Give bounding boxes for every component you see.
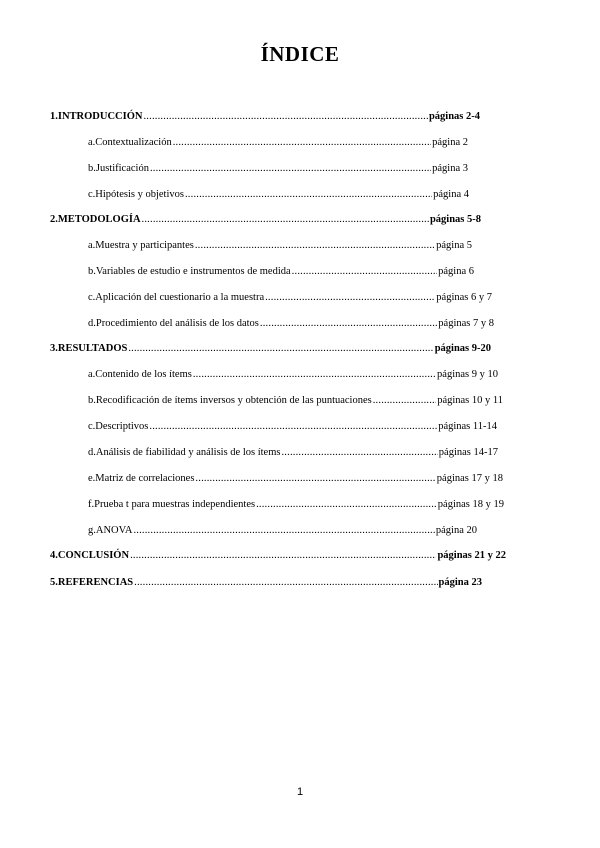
dot-leader xyxy=(128,342,433,356)
dot-leader xyxy=(130,549,436,563)
toc-page: páginas 18 y 19 xyxy=(437,499,504,510)
toc-label: Prueba t para muestras independientes xyxy=(94,499,256,510)
dot-leader xyxy=(193,368,436,382)
toc-number: a. xyxy=(88,369,96,380)
dot-leader xyxy=(173,136,431,150)
toc-number: g. xyxy=(88,525,96,536)
toc-page: página 23 xyxy=(438,577,482,588)
toc-page: páginas 9 y 10 xyxy=(437,369,498,380)
dot-leader xyxy=(281,446,437,460)
toc-label: Variables de estudio e instrumentos de medida xyxy=(95,266,291,277)
toc-label: Contenido de los ítems xyxy=(95,369,192,380)
toc-number: 3. xyxy=(50,343,58,354)
toc-number: c. xyxy=(88,292,96,303)
toc-entry-contextualizacion[interactable] xyxy=(88,136,468,150)
toc-page: páginas 6 y 7 xyxy=(436,292,492,303)
toc-page: página 6 xyxy=(438,266,474,277)
dot-leader xyxy=(373,394,436,408)
toc-page: página 4 xyxy=(433,189,469,200)
dot-leader xyxy=(134,576,437,590)
toc-page: páginas 17 y 18 xyxy=(436,473,503,484)
toc-page: página 3 xyxy=(432,163,468,174)
toc-label: Aplicación del cuestionario a la muestra xyxy=(95,292,265,303)
toc-page: páginas 21 y 22 xyxy=(437,550,506,561)
dot-leader xyxy=(265,291,435,305)
toc-label: Descriptivos xyxy=(95,421,149,432)
toc-entry-fiabilidad[interactable] xyxy=(88,446,498,460)
toc-label: Hipótesis y objetivos xyxy=(95,189,184,200)
toc-page: página 2 xyxy=(432,137,468,148)
toc-number: d. xyxy=(88,447,96,458)
toc-number: a. xyxy=(88,137,96,148)
dot-leader xyxy=(133,524,434,538)
toc-entry-introduccion[interactable] xyxy=(50,110,480,124)
toc-label: ANOVA xyxy=(95,525,133,536)
toc-entry-justificacion[interactable] xyxy=(88,162,468,176)
toc-page: página 20 xyxy=(435,525,477,536)
toc-entry-muestra[interactable] xyxy=(88,239,472,253)
toc-page: páginas 11-14 xyxy=(438,421,497,432)
toc-number: e. xyxy=(88,473,96,484)
toc-page: páginas 7 y 8 xyxy=(438,318,494,329)
toc-entry-resultados[interactable] xyxy=(50,342,491,356)
toc-label: Justificación xyxy=(95,163,149,174)
toc-number: c. xyxy=(88,421,96,432)
toc-label: Procedimiento del análisis de los datos xyxy=(95,318,259,329)
toc-entry-referencias[interactable] xyxy=(50,576,482,590)
toc-label: Contextualización xyxy=(95,137,172,148)
page-title: ÍNDICE xyxy=(260,42,340,66)
toc-number: 1. xyxy=(50,111,58,122)
dot-leader xyxy=(195,239,435,253)
dot-leader xyxy=(143,110,427,124)
toc-page: páginas 2-4 xyxy=(428,111,480,122)
toc-number: a. xyxy=(88,240,96,251)
toc-page: páginas 5-8 xyxy=(429,214,481,225)
dot-leader xyxy=(195,472,435,486)
toc-entry-recodificacion[interactable] xyxy=(88,394,503,408)
toc-number: 5. xyxy=(50,577,58,588)
dot-leader xyxy=(150,162,431,176)
toc-entry-anova[interactable] xyxy=(88,524,477,538)
toc-number: b. xyxy=(88,266,96,277)
toc-label: CONCLUSIÓN xyxy=(57,550,130,561)
toc-number: b. xyxy=(88,395,96,406)
toc-label: Análisis de fiabilidad y análisis de los ítems xyxy=(95,447,281,458)
toc-label: Muestra y participantes xyxy=(95,240,194,251)
toc-entry-prueba-t[interactable] xyxy=(88,498,504,512)
toc-entry-aplicacion[interactable] xyxy=(88,291,492,305)
toc-entry-hipotesis[interactable] xyxy=(88,188,469,202)
toc-entry-matriz[interactable] xyxy=(88,472,503,486)
dot-leader xyxy=(185,188,432,202)
dot-leader xyxy=(260,317,437,331)
toc-entry-procedimiento[interactable] xyxy=(88,317,494,331)
toc-number: 2. xyxy=(50,214,58,225)
toc-page: páginas 14-17 xyxy=(438,447,498,458)
dot-leader xyxy=(149,420,437,434)
toc-entry-contenido-items[interactable] xyxy=(88,368,498,382)
toc-number: c. xyxy=(88,189,96,200)
toc-entry-variables[interactable] xyxy=(88,265,474,279)
toc-label: REFERENCIAS xyxy=(57,577,134,588)
dot-leader xyxy=(142,213,429,227)
toc-number: f. xyxy=(88,499,95,510)
toc-label: INTRODUCCIÓN xyxy=(57,111,143,122)
toc-label: METODOLOGÍA xyxy=(57,214,141,225)
toc-page: páginas 10 y 11 xyxy=(437,395,503,406)
toc-label: Recodificación de ítems inversos y obtención de las puntuaciones xyxy=(95,395,372,406)
dot-leader xyxy=(292,265,437,279)
toc-number: 4. xyxy=(50,550,58,561)
page-number: 1 xyxy=(296,786,304,798)
toc-entry-conclusion[interactable] xyxy=(50,549,506,563)
toc-number: d. xyxy=(88,318,96,329)
toc-entry-descriptivos[interactable] xyxy=(88,420,497,434)
toc-number: b. xyxy=(88,163,96,174)
toc-page: página 5 xyxy=(436,240,472,251)
toc-label: RESULTADOS xyxy=(57,343,128,354)
toc-entry-metodologia[interactable] xyxy=(50,213,481,227)
dot-leader xyxy=(256,498,437,512)
toc-page: páginas 9-20 xyxy=(434,343,491,354)
toc-label: Matriz de correlaciones xyxy=(95,473,195,484)
